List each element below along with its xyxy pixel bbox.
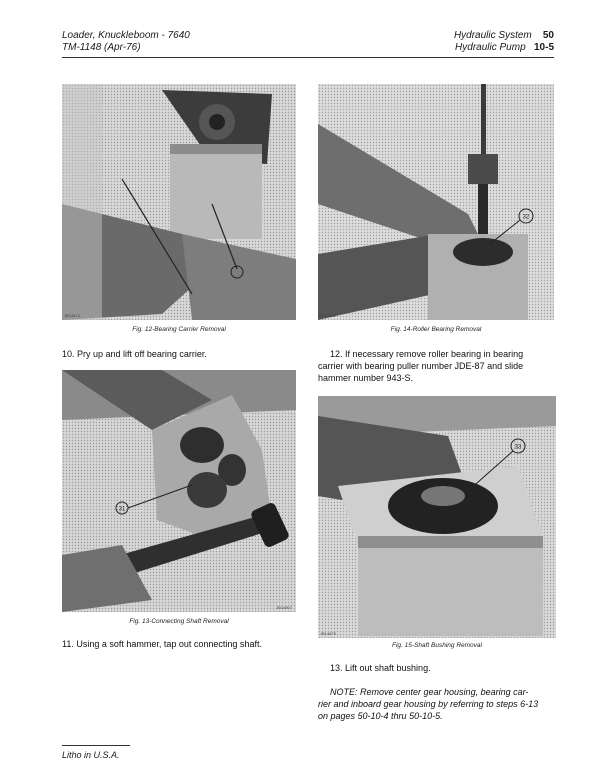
figure-12-code: JB14874 <box>64 313 80 318</box>
step-12-line-2: carrier with bearing puller number JDE-87 and slide <box>318 361 524 371</box>
step-11-text: 11. Using a soft hammer, tap out connecting shaft. <box>62 639 262 649</box>
bearing-carrier-photo-icon <box>62 84 296 320</box>
figure-14-code: JB14882 <box>320 313 336 318</box>
header-left <box>62 30 190 54</box>
step-10-text: 10. Pry up and lift off bearing carrier. <box>62 349 207 359</box>
figure-14-callout: 32 <box>522 214 530 221</box>
figure-15-caption: Fig. 15-Shaft Bushing Removal <box>392 642 482 649</box>
step-12-line-1: 12. If necessary remove roller bearing in bearing <box>330 349 524 359</box>
figure-15-photo <box>318 396 556 638</box>
figure-13-caption: Fig. 13-Connecting Shaft Removal <box>129 618 229 625</box>
figure-15-code: JB14875 <box>320 631 336 636</box>
litho-text: Litho in U.S.A. <box>62 750 120 760</box>
note-line-2: rier and inboard gear housing by referring to steps 6-13 <box>318 699 539 709</box>
figure-13-callout: 31 <box>118 506 126 513</box>
figure-13-photo <box>62 370 296 612</box>
group-number: 10-5 <box>533 42 554 53</box>
section-title: Hydraulic System <box>453 30 532 41</box>
manual-title: Loader, Knuckleboom - 7640 <box>62 30 190 41</box>
step-13-text: 13. Lift out shaft bushing. <box>330 663 431 673</box>
figure-14-caption: Fig. 14-Roller Bearing Removal <box>390 326 482 333</box>
roller-bearing-photo-icon <box>318 84 554 320</box>
figure-12-caption: Fig. 12-Bearing Carrier Removal <box>132 326 226 333</box>
note-block <box>318 686 556 722</box>
figure-15-callout: 33 <box>514 444 522 451</box>
figure-12-photo <box>62 84 296 320</box>
header-right <box>454 30 554 54</box>
figure-14-photo <box>318 84 554 320</box>
footer-rule <box>62 745 130 746</box>
section-number: 50 <box>542 30 554 41</box>
manual-number: TM-1148 (Apr-76) <box>62 42 141 53</box>
step-12-line-3: hammer number 943-S. <box>318 373 414 383</box>
note-line-3: on pages 50-10-4 thru 50-10-5. <box>318 711 443 721</box>
shaft-bushing-photo-icon <box>318 396 556 638</box>
group-title: Hydraulic Pump <box>455 42 526 53</box>
step-12-text <box>318 348 556 384</box>
header-rule <box>62 57 554 58</box>
figure-13-code: JB14807 <box>276 605 292 610</box>
connecting-shaft-photo-icon <box>62 370 296 612</box>
note-line-1: NOTE: Remove center gear housing, bearing car- <box>330 687 529 697</box>
